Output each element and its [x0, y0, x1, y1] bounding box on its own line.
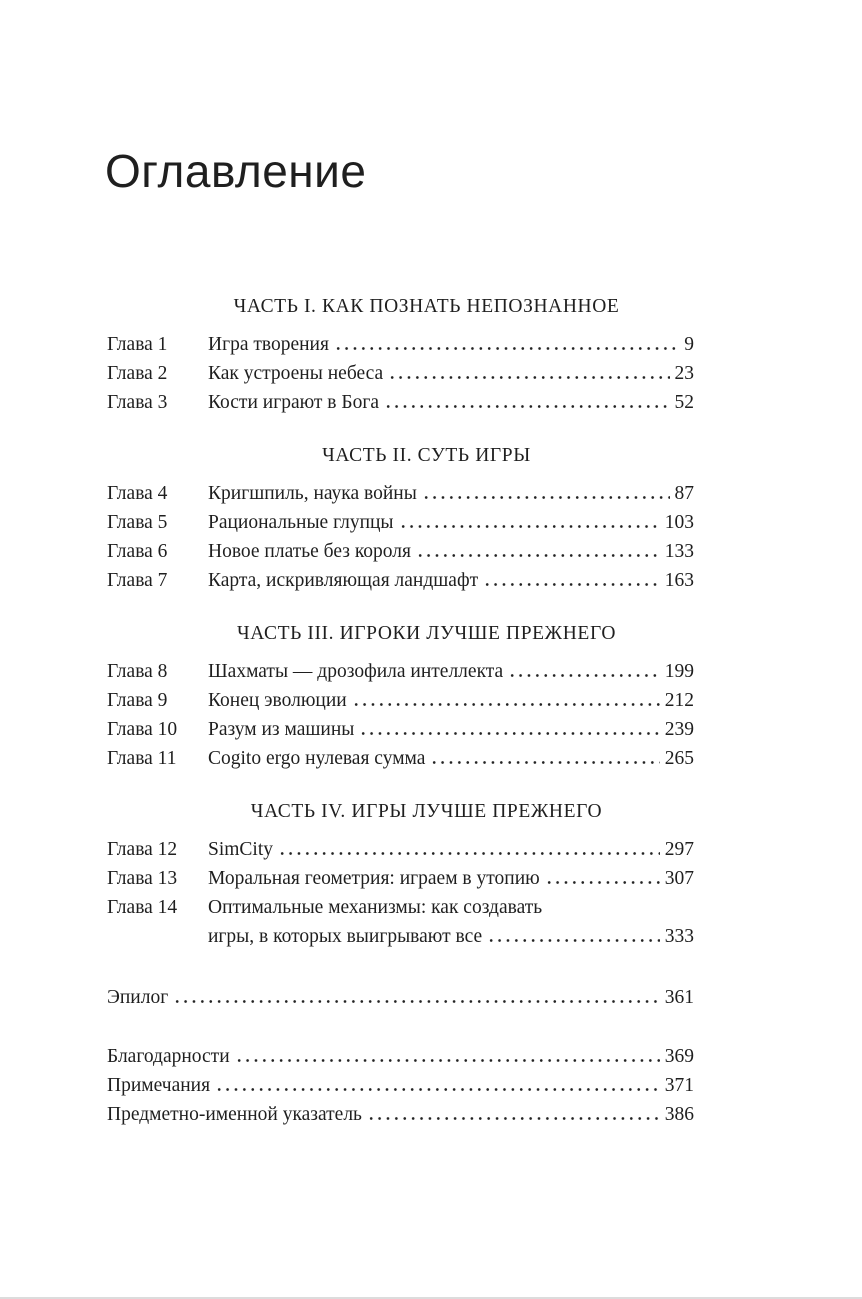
- toc-entry: [107, 835, 694, 864]
- toc-entry: [107, 508, 694, 537]
- page-number: 9: [684, 334, 694, 355]
- entry-title: игры, в которых выигрывают все: [208, 926, 483, 947]
- chapter-label: Глава 13: [107, 868, 178, 889]
- page-number: 386: [664, 1104, 694, 1125]
- toc-entry: [107, 479, 694, 508]
- entry-title: Новое платье без короля: [208, 541, 411, 562]
- entry-title: Кригшпиль, наука войны: [208, 483, 417, 504]
- table-of-contents: [107, 292, 694, 1129]
- entry-title: Как устроены небеса: [208, 363, 384, 384]
- entry-title: Благодарности: [107, 1046, 230, 1067]
- page-number: 265: [664, 748, 694, 769]
- entry-title: Конец эволюции: [208, 690, 347, 711]
- page-number: 87: [674, 483, 694, 504]
- dot-leader: [545, 881, 660, 884]
- toc-entry: [107, 744, 694, 773]
- page-number: 297: [664, 839, 694, 860]
- section-heading: ЧАСТЬ IV. ИГРЫ ЛУЧШЕ ПРЕЖНЕГО: [250, 801, 603, 822]
- toc-entry: [107, 657, 694, 686]
- entry-title: Рациональные глупцы: [208, 512, 394, 533]
- dot-leader: [359, 732, 659, 735]
- entry-title: Предметно-именной указатель: [107, 1104, 362, 1125]
- entry-title: Эпилог: [107, 987, 169, 1008]
- chapter-label: Глава 8: [107, 661, 168, 682]
- entry-title: SimCity: [208, 839, 274, 860]
- page-number: 239: [664, 719, 694, 740]
- toc-entry: [107, 864, 694, 893]
- chapter-label: Глава 14: [107, 897, 178, 918]
- dot-leader: [399, 525, 660, 528]
- toc-entry-epilogue: [107, 983, 694, 1012]
- entry-title: Моральная геометрия: играем в утопию: [208, 868, 540, 889]
- chapter-label: Глава 7: [107, 570, 168, 591]
- toc-entry-backmatter: [107, 1042, 694, 1071]
- section-heading: ЧАСТЬ I. КАК ПОЗНАТЬ НЕПОЗНАННОЕ: [233, 296, 620, 317]
- dot-leader: [334, 347, 679, 350]
- section-heading: ЧАСТЬ III. ИГРОКИ ЛУЧШЕ ПРЕЖНЕГО: [236, 623, 617, 644]
- entry-title: Cogito ergo нулевая сумма: [208, 748, 426, 769]
- dot-leader: [483, 583, 660, 586]
- section-heading: ЧАСТЬ II. СУТЬ ИГРЫ: [322, 445, 531, 466]
- dot-leader: [367, 1117, 660, 1120]
- toc-entry: [107, 715, 694, 744]
- dot-leader: [388, 376, 669, 379]
- entry-title: Карта, искривляющая ландшафт: [208, 570, 479, 591]
- dot-leader: [487, 939, 660, 942]
- entry-title: Оптимальные механизмы: как создавать: [208, 897, 543, 918]
- chapter-label: Глава 3: [107, 392, 168, 413]
- page-number: 52: [674, 392, 694, 413]
- chapter-label: Глава 4: [107, 483, 168, 504]
- dot-leader: [215, 1088, 660, 1091]
- entry-title: Кости играют в Бога: [208, 392, 379, 413]
- page-number: 361: [664, 987, 694, 1008]
- page-number: 369: [664, 1046, 694, 1067]
- toc-entry-backmatter: [107, 1071, 694, 1100]
- page-title: Оглавление: [105, 145, 367, 197]
- dot-leader: [416, 554, 660, 557]
- toc-entry: [107, 686, 694, 715]
- dot-leader: [384, 405, 670, 408]
- dot-leader: [278, 852, 660, 855]
- chapter-label: Глава 6: [107, 541, 168, 562]
- chapter-label: Глава 1: [107, 334, 168, 355]
- chapter-label: Глава 12: [107, 839, 178, 860]
- chapter-label: Глава 2: [107, 363, 168, 384]
- dot-leader: [508, 674, 660, 677]
- page-number: 212: [664, 690, 694, 711]
- page-number: 133: [664, 541, 694, 562]
- toc-entry: [107, 359, 694, 388]
- toc-entry-backmatter: [107, 1100, 694, 1129]
- page-number: 23: [674, 363, 694, 384]
- dot-leader: [422, 496, 670, 499]
- page-number: 163: [664, 570, 694, 591]
- toc-entry: [107, 566, 694, 595]
- dot-leader: [352, 703, 660, 706]
- page-number: 371: [664, 1075, 694, 1096]
- toc-entry: [107, 388, 694, 417]
- toc-entry: [107, 330, 694, 359]
- page-number: 307: [664, 868, 694, 889]
- dot-leader: [430, 761, 659, 764]
- chapter-label: Глава 11: [107, 748, 177, 769]
- chapter-label: Глава 10: [107, 719, 178, 740]
- entry-title: Игра творения: [208, 334, 329, 355]
- page-number: 333: [664, 926, 694, 947]
- dot-leader: [235, 1059, 660, 1062]
- chapter-label: Глава 9: [107, 690, 168, 711]
- entry-title: Шахматы — дрозофила интеллекта: [208, 661, 504, 682]
- entry-title: Примечания: [107, 1075, 211, 1096]
- entry-title: Разум из машины: [208, 719, 355, 740]
- toc-entry-continuation: [107, 922, 694, 951]
- toc-entry: [107, 893, 694, 922]
- toc-entry: [107, 537, 694, 566]
- dot-leader: [173, 1000, 660, 1003]
- page-number: 103: [664, 512, 694, 533]
- chapter-label: Глава 5: [107, 512, 168, 533]
- page-number: 199: [664, 661, 694, 682]
